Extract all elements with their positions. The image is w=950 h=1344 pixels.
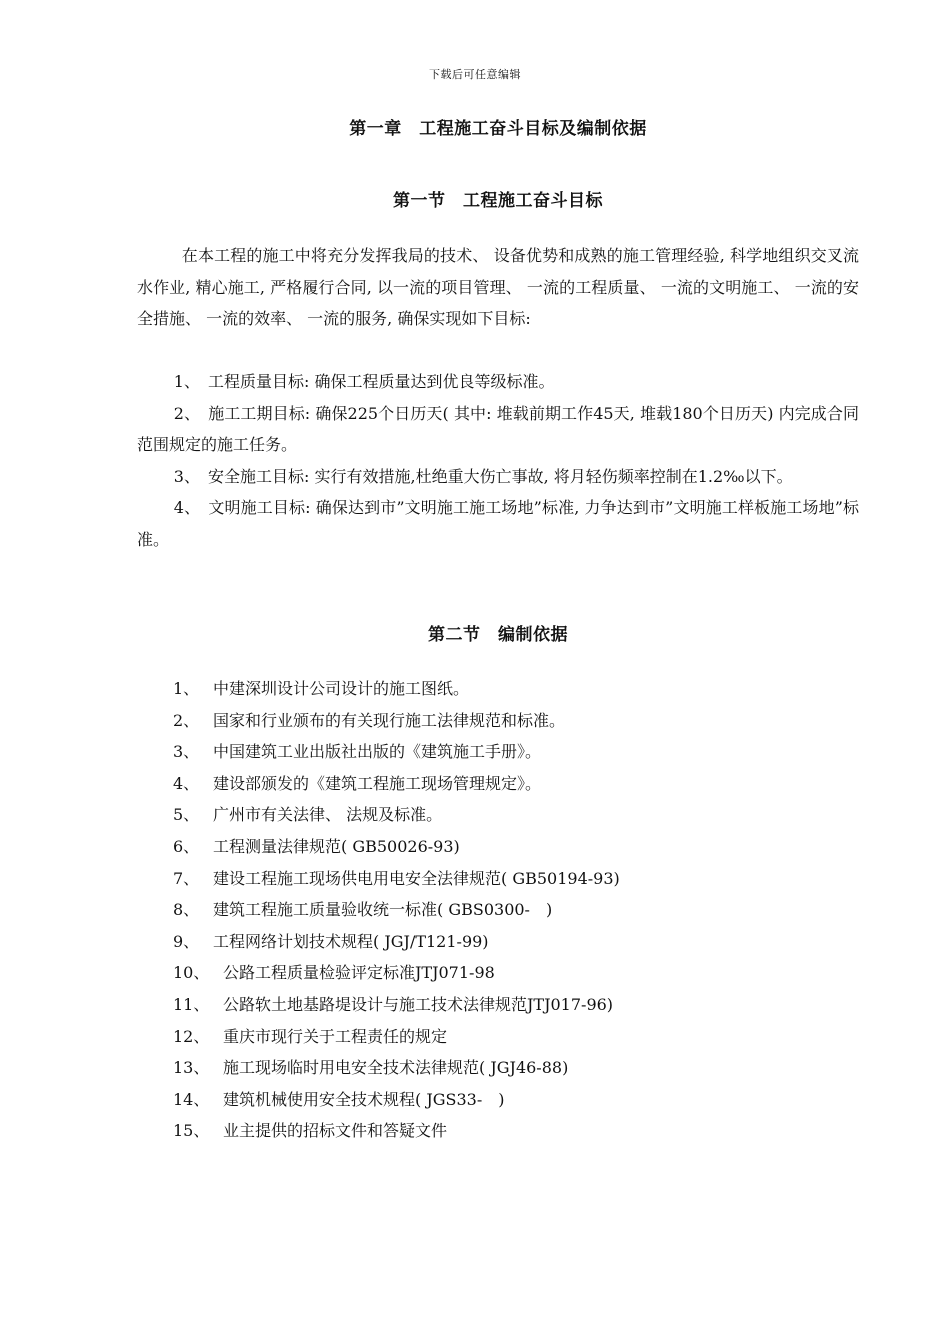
list-item [173, 1084, 863, 1116]
goal-text: 安全施工目标: 实行有效措施,杜绝重大伤亡事故, 将月轻伤频率控制在1.2‰以下。 [208, 466, 793, 486]
list-item [173, 957, 863, 989]
goal-text: 工程质量目标: 确保工程质量达到优良等级标准。 [208, 372, 555, 391]
item-number: 3、 [173, 742, 200, 762]
item-text: 广州市有关法律、 法规及标准。 [213, 805, 443, 825]
section-title-basis: 第二节 编制依据 [428, 625, 568, 645]
item-text: 公路工程质量检验评定标准JTJ071-98 [223, 963, 495, 983]
list-item [173, 863, 863, 895]
item-text: 重庆市现行关于工程责任的规定 [223, 1026, 448, 1046]
section-title-goals: 第一节 工程施工奋斗目标 [393, 191, 603, 211]
list-item [173, 1115, 863, 1147]
item-text: 建设工程施工现场供电用电安全法律规范( GB50194-93) [213, 868, 620, 888]
item-text: 公路软土地基路堤设计与施工技术法律规范JTJ017-96) [223, 994, 614, 1014]
item-text: 建筑机械使用安全技术规程( JGS33- ) [223, 1089, 505, 1109]
basis-list [173, 673, 863, 1147]
goal-number: 3、 [173, 466, 192, 486]
item-text: 施工现场临时用电安全技术法律规范( JGJ46-88) [223, 1058, 569, 1078]
list-item [173, 768, 863, 800]
goal-number: 1、 [173, 372, 192, 391]
item-number: 12、 [173, 1026, 210, 1046]
item-text: 工程网络计划技术规程( JGJ/T121-99) [213, 931, 489, 951]
item-text: 中建深圳设计公司设计的施工图纸。 [213, 679, 470, 698]
list-item [173, 989, 863, 1021]
item-text: 业主提供的招标文件和答疑文件 [223, 1121, 448, 1141]
item-number: 4、 [173, 773, 200, 793]
item-number: 2、 [173, 710, 200, 730]
list-item [173, 831, 863, 863]
item-number: 13、 [173, 1058, 210, 1078]
list-item [173, 799, 863, 831]
item-number: 5、 [173, 805, 200, 825]
item-number: 1、 [173, 679, 200, 698]
item-text: 建筑工程施工质量验收统一标准( GBS0300- ) [213, 900, 553, 920]
chapter-title: 第一章 工程施工奋斗目标及编制依据 [349, 119, 647, 139]
goal-number: 2、 [173, 403, 193, 423]
item-text: 中国建筑工业出版社出版的《建筑施工手册》。 [213, 742, 542, 762]
item-number: 15、 [173, 1121, 210, 1141]
list-item [173, 926, 863, 958]
list-item [173, 1052, 863, 1084]
item-text: 工程测量法律规范( GB50026-93) [213, 836, 460, 856]
goal-item [137, 461, 859, 493]
intro-paragraph: 在本工程的施工中将充分发挥我局的技术、 设备优势和成熟的施工管理经验, 科学地组织交叉流水作业, 精心施工, 严格履行合同, 以一流的项目管理、 一流的工程质量、 一流的文明施工、 一流的安全措施、 一流的效率、 一流的服务, 确保实现如下目标: [137, 246, 859, 328]
goals-list [137, 366, 859, 555]
list-item [173, 1021, 863, 1053]
goal-item [137, 398, 859, 461]
item-number: 14、 [173, 1089, 210, 1109]
item-number: 10、 [173, 963, 210, 983]
list-item [173, 736, 863, 768]
goal-text: 文明施工目标: 确保达到市”文明施工施工场地”标准, 力争达到市”文明施工样板施工场地”标准。 [137, 498, 859, 549]
header-note: 下载后可任意编辑 [429, 68, 521, 81]
goal-number: 4、 [173, 498, 193, 517]
item-text: 建设部颁发的《建筑工程施工现场管理规定》。 [213, 773, 542, 793]
item-number: 6、 [173, 836, 200, 856]
goal-item [137, 492, 859, 555]
list-item [173, 673, 863, 705]
item-number: 9、 [173, 931, 200, 951]
item-number: 7、 [173, 868, 200, 888]
item-number: 8、 [173, 900, 200, 920]
goal-text: 施工工期目标: 确保225个日历天( 其中: 堆载前期工作45天, 堆载180个日历天) 内完成合同范围规定的施工任务。 [137, 403, 859, 454]
list-item [173, 705, 863, 737]
list-item [173, 894, 863, 926]
item-number: 11、 [173, 994, 210, 1014]
goal-item [137, 366, 859, 398]
item-text: 国家和行业颁布的有关现行施工法律规范和标准。 [213, 710, 566, 730]
